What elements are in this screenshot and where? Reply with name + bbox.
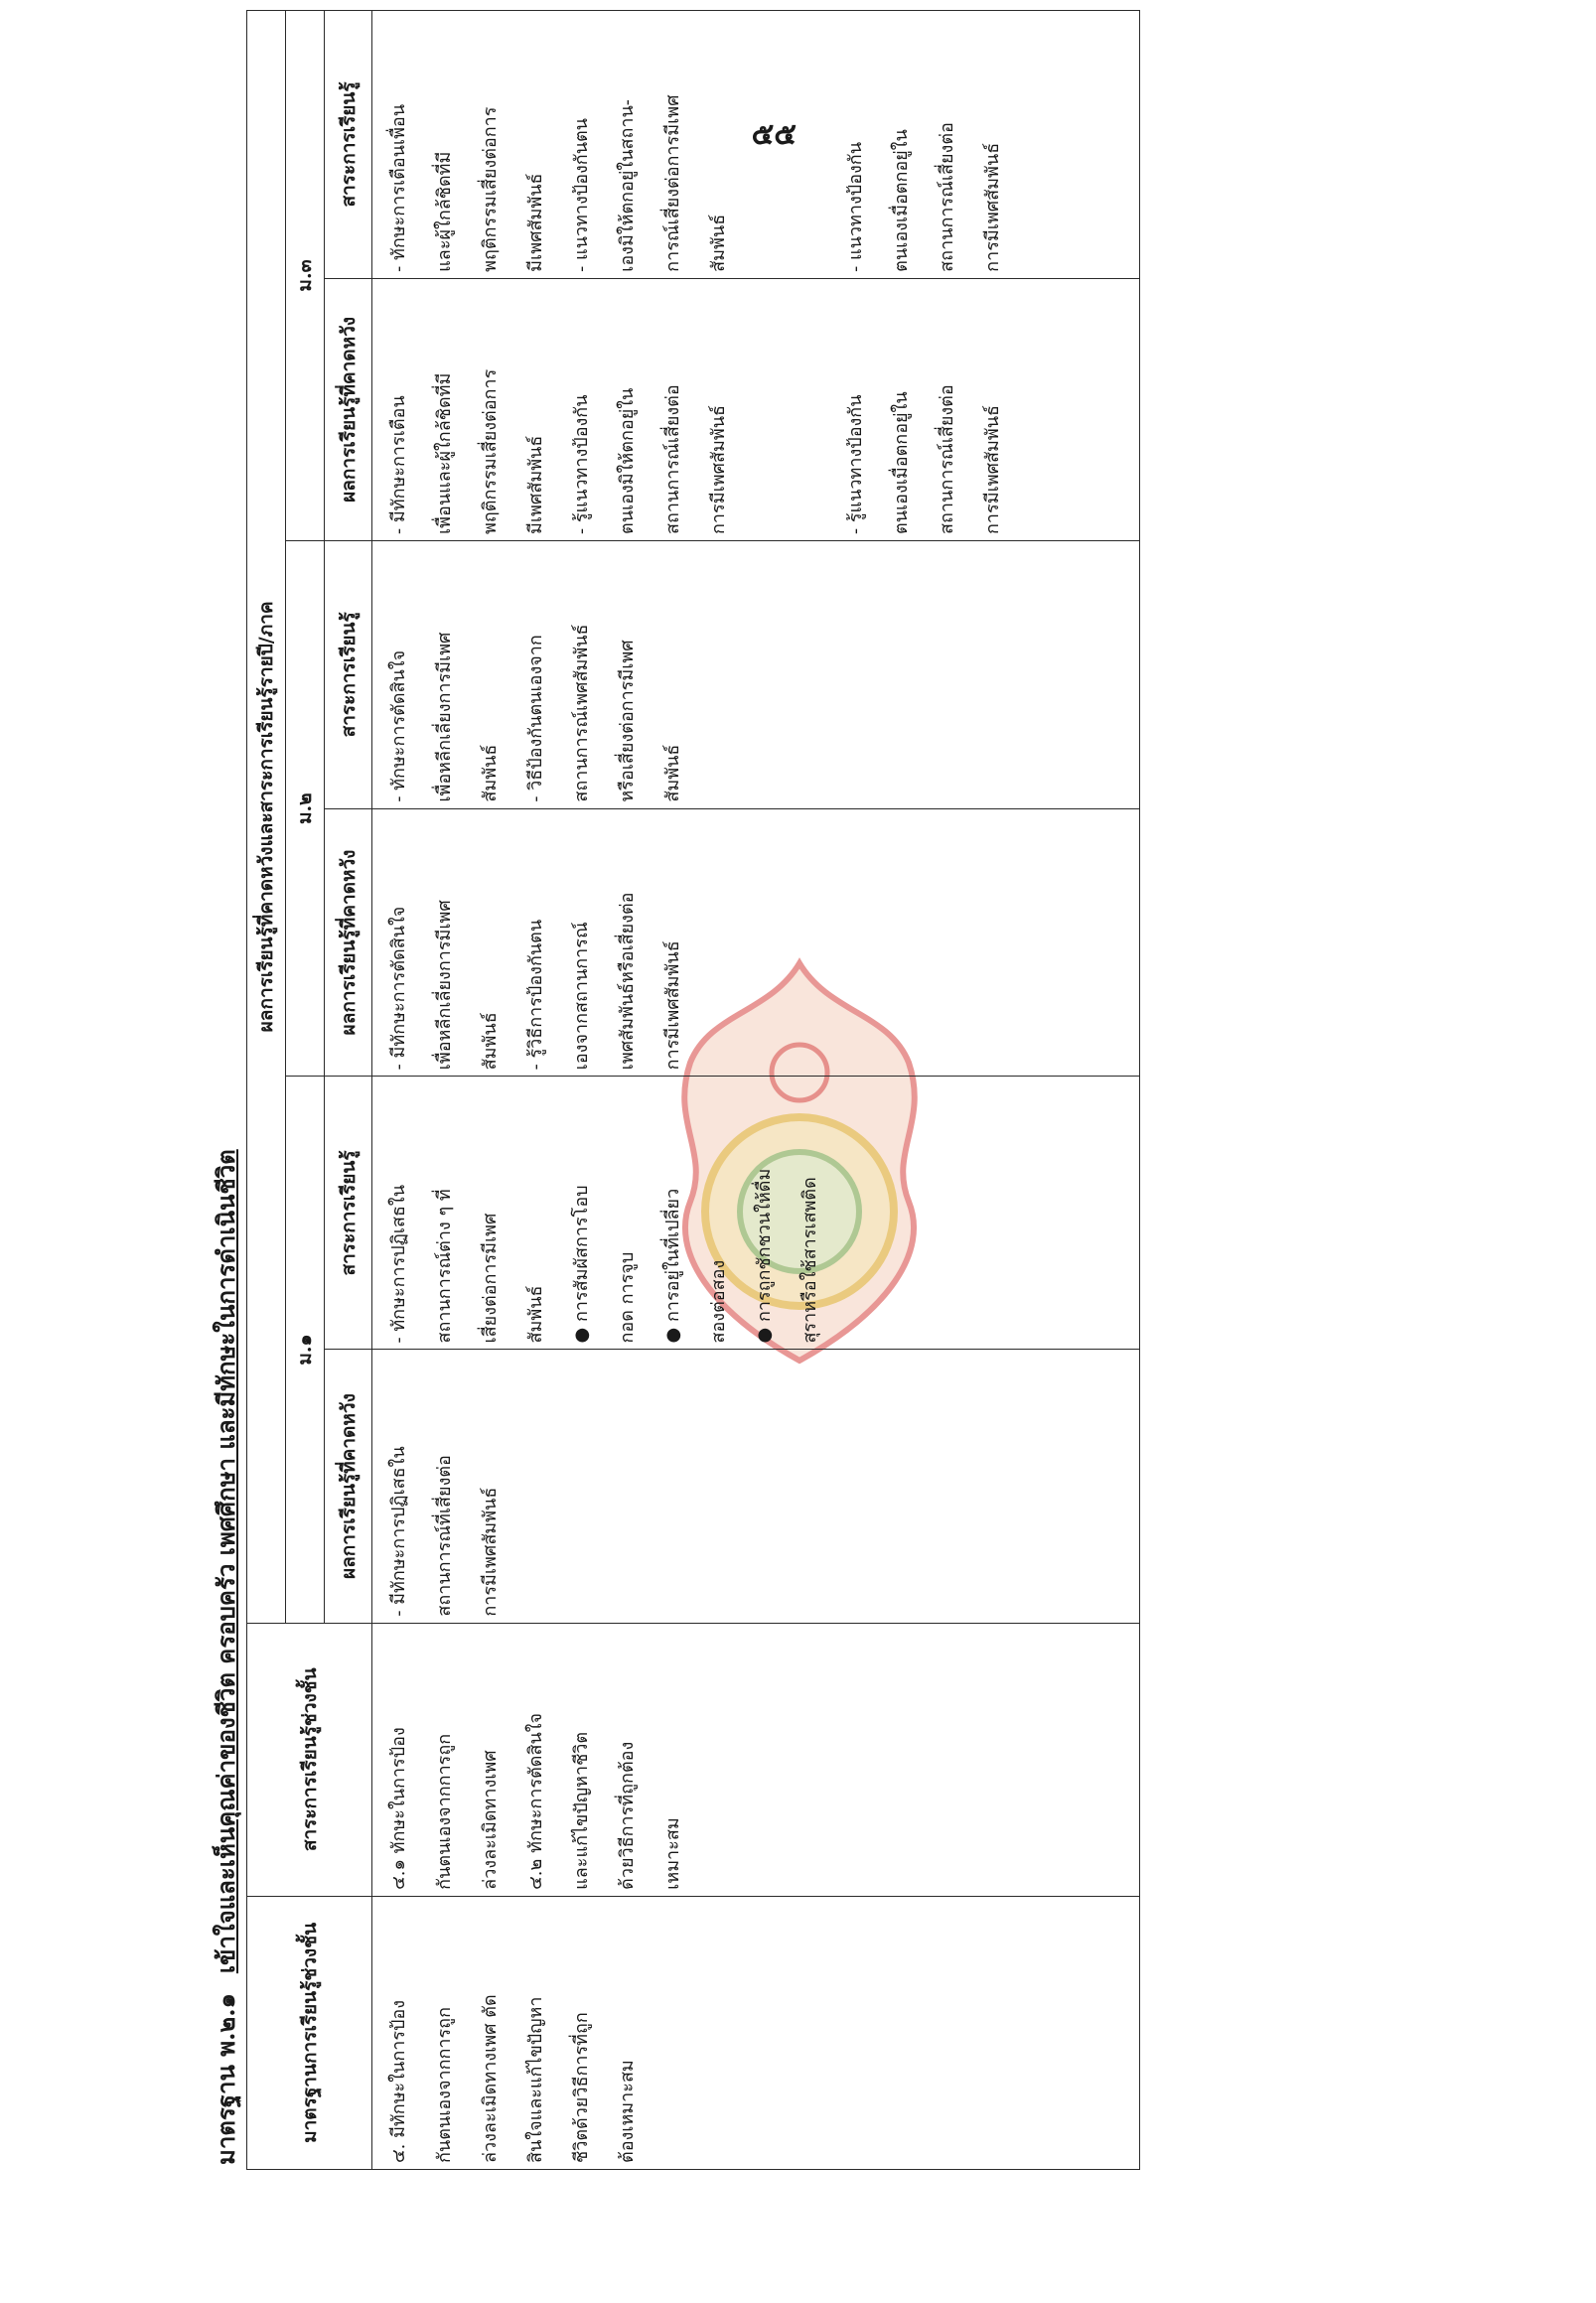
cell-standard-interval [372,1896,1140,2169]
cell-line: ● การอยู่ในที่เปลี่ยว [662,1188,683,1344]
cell-line: การมีเพศสัมพันธ์ [708,404,729,534]
standard-description: เข้าใจและเห็นคุณค่าของชีวิต ครอบครัว เพศศึกษา และมีทักษะในการดำเนินชีวิต [212,1149,240,1974]
cell-line: ตนเองเมื่อตกอยู่ใน [891,129,912,272]
cell-line: เพื่อหลีกเลี่ยงการมีเพศ [434,632,455,802]
cell-line: - ทักษะการตัดสินใจ [388,649,409,802]
cell-line: สองต่อสอง [708,1259,729,1344]
header-m1-content: สาระการเรียนรู้ [325,1077,372,1350]
cell-line: - แนวทางป้องกัน [845,142,866,272]
cell-line: เสี่ยงต่อการมีเพศ [480,1213,501,1344]
cell-line: สถานการณ์ที่เสี่ยงต่อ [434,1455,455,1617]
rotated-page-content [199,10,1172,2170]
cell-line: เองมิให้ตกอยู่ในสถาน- [617,99,638,272]
cell-line: สัมพันธ์ [662,744,683,802]
header-standard-interval: มาตรฐานการเรียนรู้ช่วงชั้น [247,1896,372,2169]
cell-line: ตนเองมิให้ตกอยู่ใน [617,387,638,534]
cell-line: สัมพันธ์ [480,1012,501,1071]
header-m2-outcome: ผลการเรียนรู้ที่คาดหวัง [325,808,372,1077]
standard-code: มาตรฐาน พ.๒.๑ [212,1993,240,2165]
cell-line: สถานการณ์เสี่ยงต่อ [937,122,957,272]
cell-line: สุราหรือใช้สารเสพติด [799,1177,820,1344]
page-number: ๕๕ [751,117,797,152]
cell-m2-content [372,540,1140,808]
curriculum-table [246,10,1140,2170]
cell-line: การมีเพศสัมพันธ์ [982,142,1003,272]
cell-line: - มีทักษะการเตือน [388,395,409,534]
cell-line: พฤติกรรมเสี่ยงต่อการ [480,106,501,272]
cell-line: - ทักษะการเตือนเพื่อน [388,103,409,272]
cell-line: - รู้แนวทางป้องกัน [845,394,866,534]
cell-line: สินใจและแก้ไขปัญหา [525,1996,546,2163]
cell-line [742,285,788,534]
cell-line: พฤติกรรมเสี่ยงต่อการ [480,368,501,534]
cell-line: การมีเพศสัมพันธ์ [662,940,683,1071]
cell-line: หรือเสี่ยงต่อการมีเพศ [617,640,638,802]
cell-line: มีเพศสัมพันธ์ [525,435,546,534]
header-m1-outcome: ผลการเรียนรู้ที่คาดหวัง [325,1350,372,1623]
cell-line [788,285,833,534]
cell-line: เองจากสถานการณ์ [571,922,592,1071]
cell-line [742,17,788,272]
header-m3-outcome: ผลการเรียนรู้ที่คาดหวัง [325,278,372,540]
cell-m2-outcome [372,808,1140,1077]
header-m3-content: สาระการเรียนรู้ [325,11,372,279]
cell-line: - มีทักษะการตัดสินใจ [388,906,409,1071]
cell-line: สถานการณ์เสี่ยงต่อ [937,384,957,534]
cell-line: ● การถูกชักชวนให้ดื่ม [754,1168,775,1344]
cell-line: ชีวิตด้วยวิธีการที่ถูก [571,2012,592,2163]
cell-line: การมีเพศสัมพันธ์ [480,1487,501,1617]
header-m2-content: สาระการเรียนรู้ [325,540,372,808]
cell-line: ● การสัมผัสการโอบ [571,1185,592,1344]
cell-line: ด้วยวิธีการที่ถูกต้อง [617,1741,638,1890]
cell-line: สถานการณ์เพศสัมพันธ์ [571,624,592,802]
cell-m1-content [372,1077,1140,1350]
cell-line [788,17,833,272]
cell-line: ล่วงละเมิดทางเพศ [480,1750,501,1890]
header-outcomes-group: ผลการเรียนรู้ที่คาดหวังและสาระการเรียนรู้รายปี/ภาค [247,11,286,1624]
cell-line: สัมพันธ์ [525,1285,546,1344]
cell-line: สถานการณ์เสี่ยงต่อ [662,384,683,534]
cell-line: - มีทักษะการปฏิเสธใน [388,1446,409,1617]
cell-line: - แนวทางป้องกันตน [571,118,592,272]
cell-line: ๔.๒ ทักษะการตัดสินใจ [525,1712,546,1890]
cell-line: เหมาะสม [662,1817,683,1890]
standard-heading [207,1149,245,2165]
cell-m3-content [372,11,1140,279]
cell-line: สัมพันธ์ [708,214,729,272]
cell-line: กอด การจูบ [617,1251,638,1344]
cell-line: - รู้วิธีการป้องกันตน [525,919,546,1071]
header-grade-2: ม.๒ [286,540,325,1076]
cell-content-interval [372,1623,1140,1896]
cell-line: การณ์เสี่ยงต่อการมีเพศ [662,94,683,272]
cell-line: มีเพศสัมพันธ์ [525,173,546,272]
header-grade-3: ม.๓ [286,11,325,541]
cell-line: การมีเพศสัมพันธ์ [982,404,1003,534]
cell-m3-outcome [372,278,1140,540]
cell-line: - รู้แนวทางป้องกัน [571,394,592,534]
cell-line: และแก้ไขปัญหาชีวิต [571,1731,592,1890]
cell-line: เพื่อนและผู้ใกล้ชิดที่มี [434,372,455,534]
cell-line: - ทักษะการปฏิเสธใน [388,1184,409,1344]
cell-line: ๔.๑ ทักษะในการป้อง [388,1727,409,1890]
cell-line: เพื่อหลีกเลี่ยงการมีเพศ [434,900,455,1071]
cell-line: - วิธีป้องกันตนเองจาก [525,635,546,802]
cell-line: ต้องเหมาะสม [617,2060,638,2163]
cell-line: กันตนเองจากการถูก [434,1733,455,1890]
cell-line: ๔. มีทักษะในการป้อง [388,1999,409,2163]
cell-line: สถานการณ์ต่าง ๆ ที่ [434,1189,455,1344]
cell-line: ตนเองเมื่อตกอยู่ใน [891,391,912,534]
cell-m1-outcome [372,1350,1140,1623]
cell-line: สัมพันธ์ [480,744,501,802]
header-content-interval: สาระการเรียนรู้ช่วงชั้น [247,1623,372,1896]
cell-line: ล่วงละเมิดทางเพศ ตัด [480,1994,501,2163]
cell-line: และผู้ใกล้ชิดที่มี [434,151,455,272]
cell-line: กันตนเองจากการถูก [434,2007,455,2163]
header-grade-1: ม.๑ [286,1077,325,1623]
cell-line: เพศสัมพันธ์หรือเสี่ยงต่อ [617,892,638,1071]
